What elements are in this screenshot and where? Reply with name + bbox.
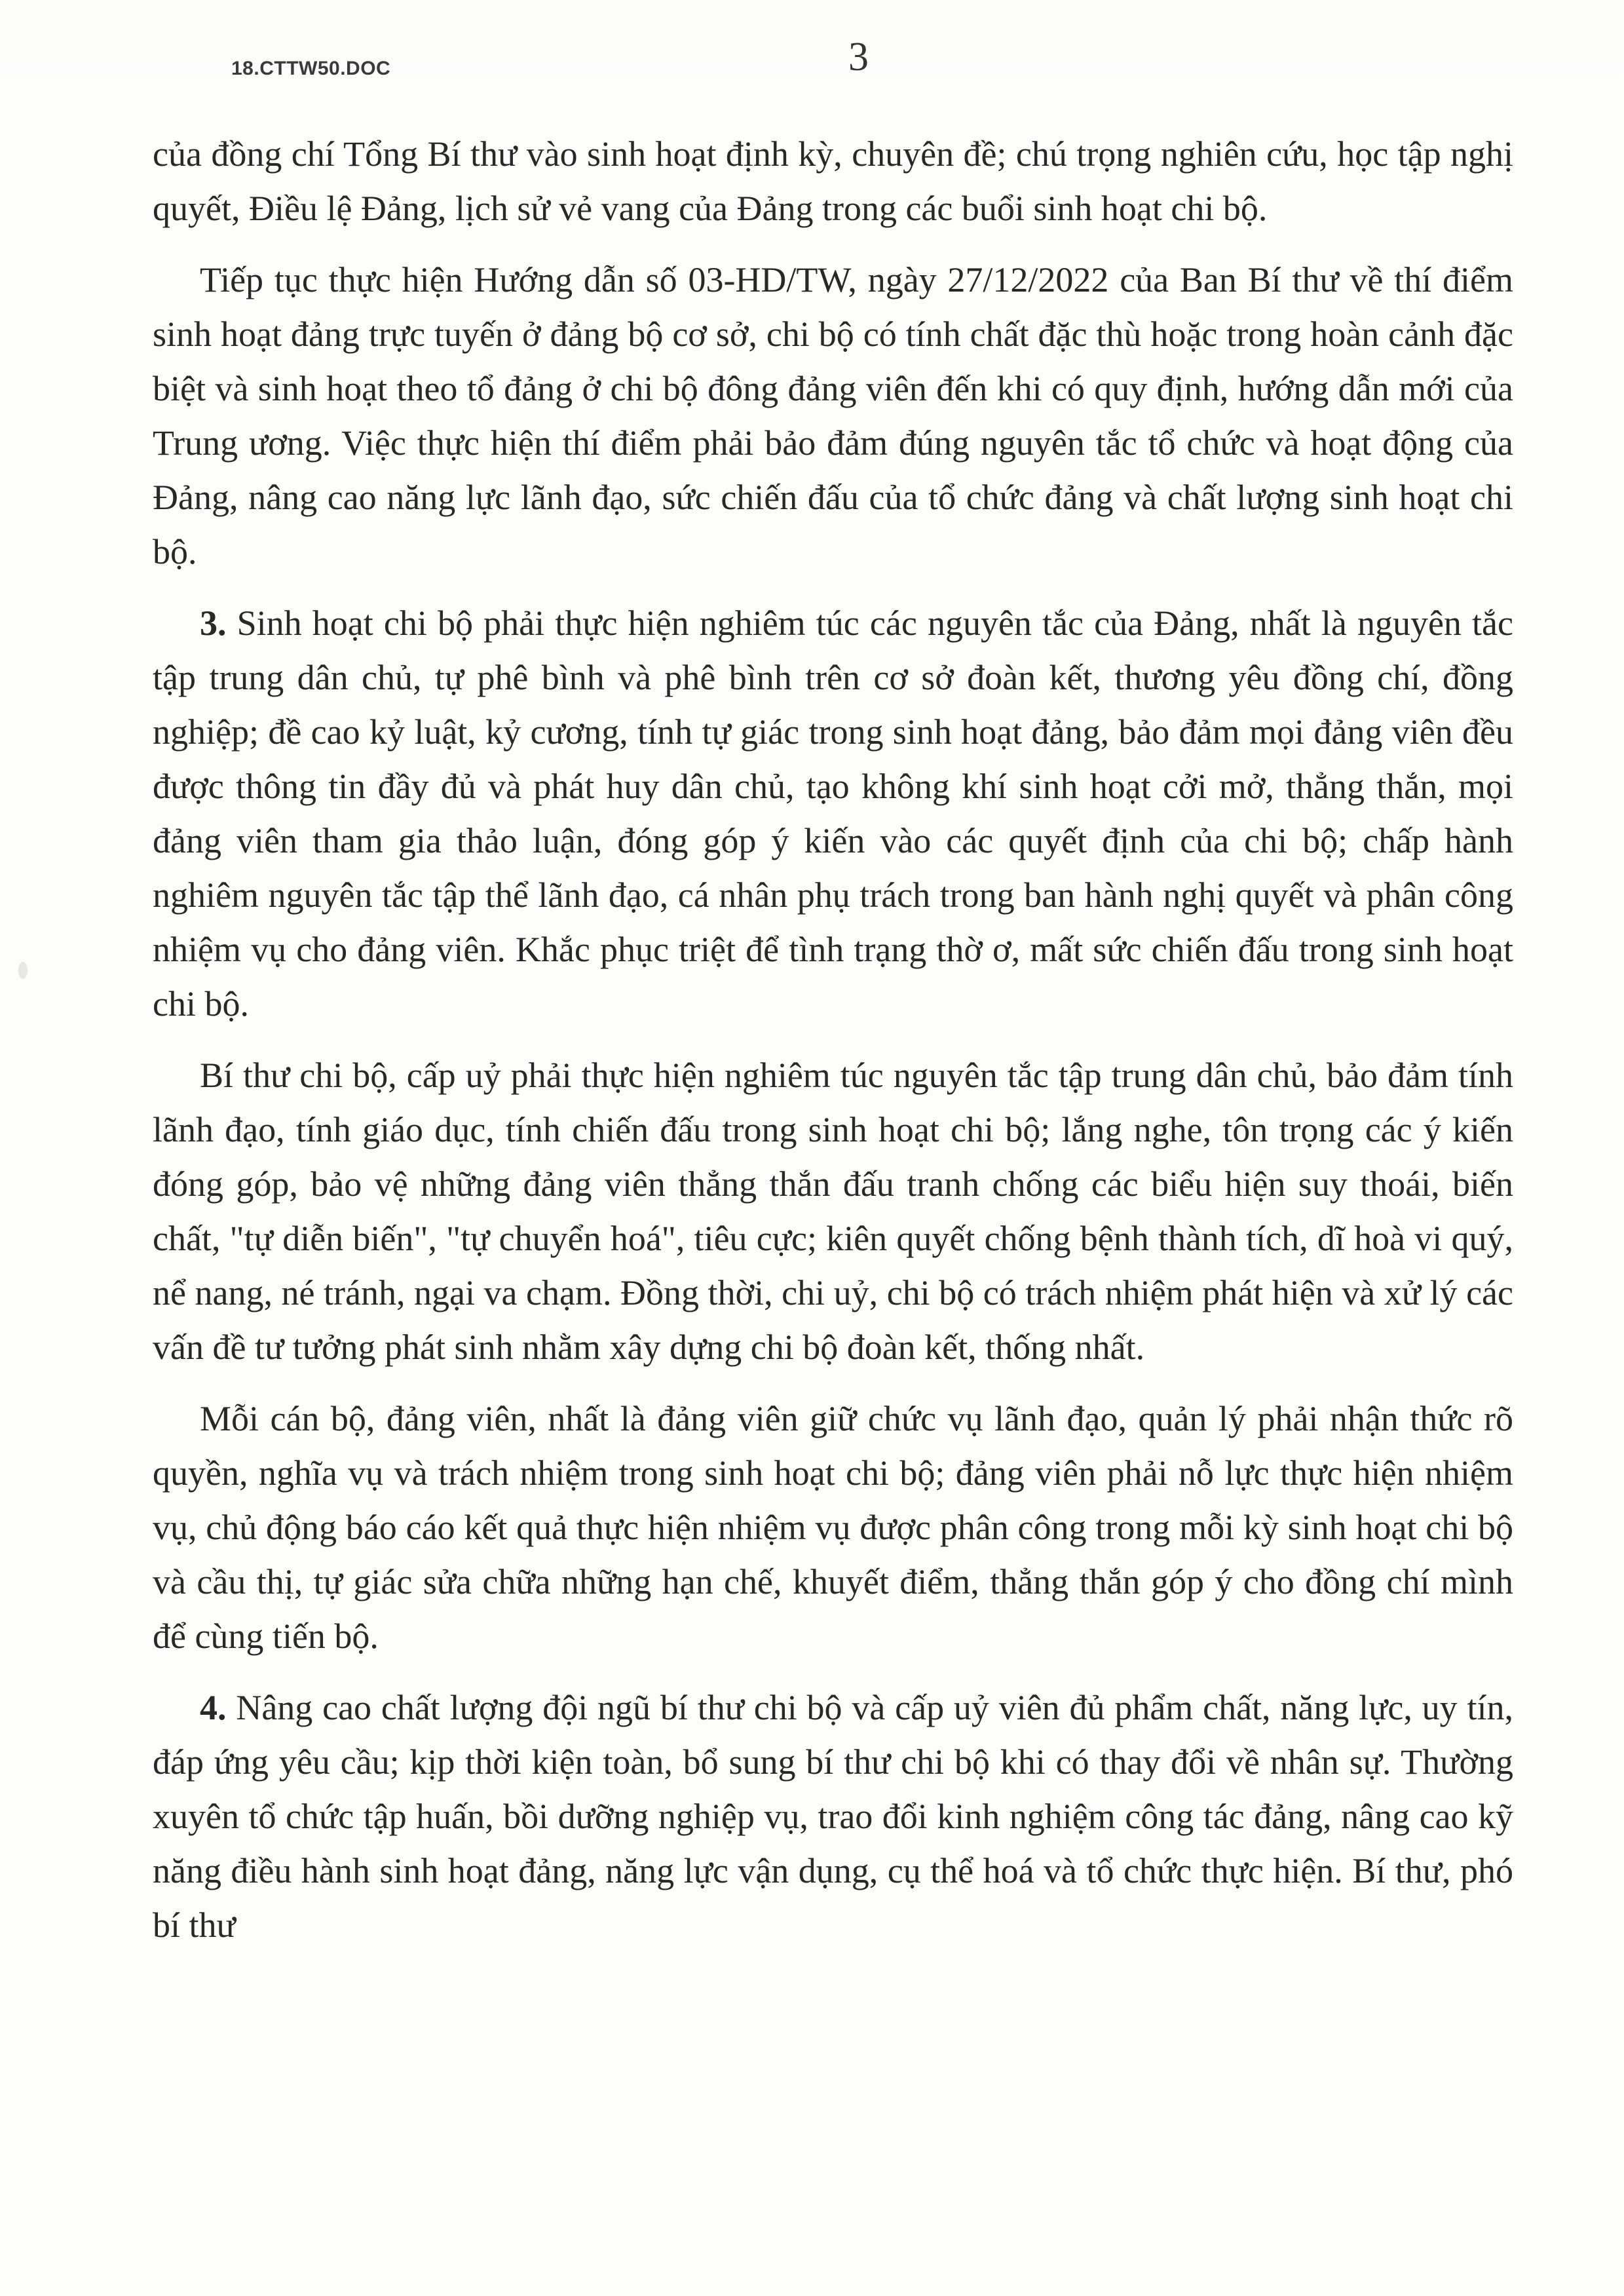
document-filename: 18.CTTW50.DOC [231, 58, 391, 79]
paragraph-text: Sinh hoạt chi bộ phải thực hiện nghiêm túc các nguyên tắc của Đảng, nhất là nguyên tắc tập trung dân chủ, tự phê bình và phê bình trên cơ sở đoàn kết, thương yêu đồng chí, đồng nghiệp; đề cao kỷ luật, kỷ cương, tính tự giác trong sinh hoạt đảng, bảo đảm mọi đảng viên đều được thông tin đầy đủ và phát huy dân chủ, tạo không khí sinh hoạt cởi mở, thẳng thắn, mọi đảng viên tham gia thảo luận, đóng góp ý kiến vào các quyết định của chi bộ; chấp hành nghiêm nguyên tắc tập thể lãnh đạo, cá nhân phụ trách trong ban hành nghị quyết và phân công nhiệm vụ cho đảng viên. Khắc phục triệt để tình trạng thờ ơ, mất sức chiến đấu trong sinh hoạt chi bộ. [153, 603, 1513, 1024]
paragraph-text: Nâng cao chất lượng đội ngũ bí thư chi bộ và cấp uỷ viên đủ phẩm chất, năng lực, uy tín, đáp ứng yêu cầu; kịp thời kiện toàn, bổ sung bí thư chi bộ khi có thay đổi về nhân sự. Thường xuyên tổ chức tập huấn, bồi dưỡng nghiệp vụ, trao đổi kinh nghiệm công tác đảng, nâng cao kỹ năng điều hành sinh hoạt đảng, năng lực vận dụng, cụ thể hoá và tổ chức thực hiện. Bí thư, phó bí thư [153, 1688, 1514, 1945]
paragraph-text: Bí thư chi bộ, cấp uỷ phải thực hiện nghiêm túc nguyên tắc tập trung dân chủ, bảo đảm tính lãnh đạo, tính giáo dục, tính chiến đấu trong sinh hoạt chi bộ; lắng nghe, tôn trọng các ý kiến đóng góp, bảo vệ những đảng viên thẳng thắn đấu tranh chống các biểu hiện suy thoái, biến chất, "tự diễn biến", "tự chuyển hoá", tiêu cực; kiên quyết chống bệnh thành tích, dĩ hoà vi quý, nể nang, né tránh, ngại va chạm. Đồng thời, chi uỷ, chi bộ có trách nhiệm phát hiện và xử lý các vấn đề tư tưởng phát sinh nhằm xây dựng chi bộ đoàn kết, thống nhất. [153, 1056, 1513, 1367]
paragraph [153, 1681, 1513, 1953]
paragraph-number: 4. [200, 1688, 227, 1727]
paragraph-text: của đồng chí Tổng Bí thư vào sinh hoạt định kỳ, chuyên đề; chú trọng nghiên cứu, học tập nghị quyết, Điều lệ Đảng, lịch sử vẻ vang của Đảng trong các buổi sinh hoạt chi bộ. [153, 134, 1513, 228]
paragraph [153, 1392, 1513, 1664]
paragraph [153, 253, 1513, 579]
page-number: 3 [848, 35, 869, 79]
paragraph [153, 1048, 1513, 1375]
paragraph-number: 3. [200, 603, 227, 643]
paragraph [153, 127, 1513, 236]
document-body [153, 127, 1513, 1970]
paragraph-text: Tiếp tục thực hiện Hướng dẫn số 03-HD/TW, ngày 27/12/2022 của Ban Bí thư về thí điểm sinh hoạt đảng trực tuyến ở đảng bộ cơ sở, chi bộ có tính chất đặc thù hoặc trong hoàn cảnh đặc biệt và sinh hoạt theo tổ đảng ở chi bộ đông đảng viên đến khi có quy định, hướng dẫn mới của Trung ương. Việc thực hiện thí điểm phải bảo đảm đúng nguyên tắc tổ chức và hoạt động của Đảng, nâng cao năng lực lãnh đạo, sức chiến đấu của tổ chức đảng và chất lượng sinh hoạt chi bộ. [153, 260, 1513, 571]
paragraph-text: Mỗi cán bộ, đảng viên, nhất là đảng viên giữ chức vụ lãnh đạo, quản lý phải nhận thức rõ quyền, nghĩa vụ và trách nhiệm trong sinh hoạt chi bộ; đảng viên phải nỗ lực thực hiện nhiệm vụ, chủ động báo cáo kết quả thực hiện nhiệm vụ được phân công trong mỗi kỳ sinh hoạt chi bộ và cầu thị, tự giác sửa chữa những hạn chế, khuyết điểm, thẳng thắn góp ý cho đồng chí mình để cùng tiến bộ. [153, 1399, 1513, 1656]
scan-artifact [18, 962, 28, 979]
paragraph [153, 596, 1513, 1031]
